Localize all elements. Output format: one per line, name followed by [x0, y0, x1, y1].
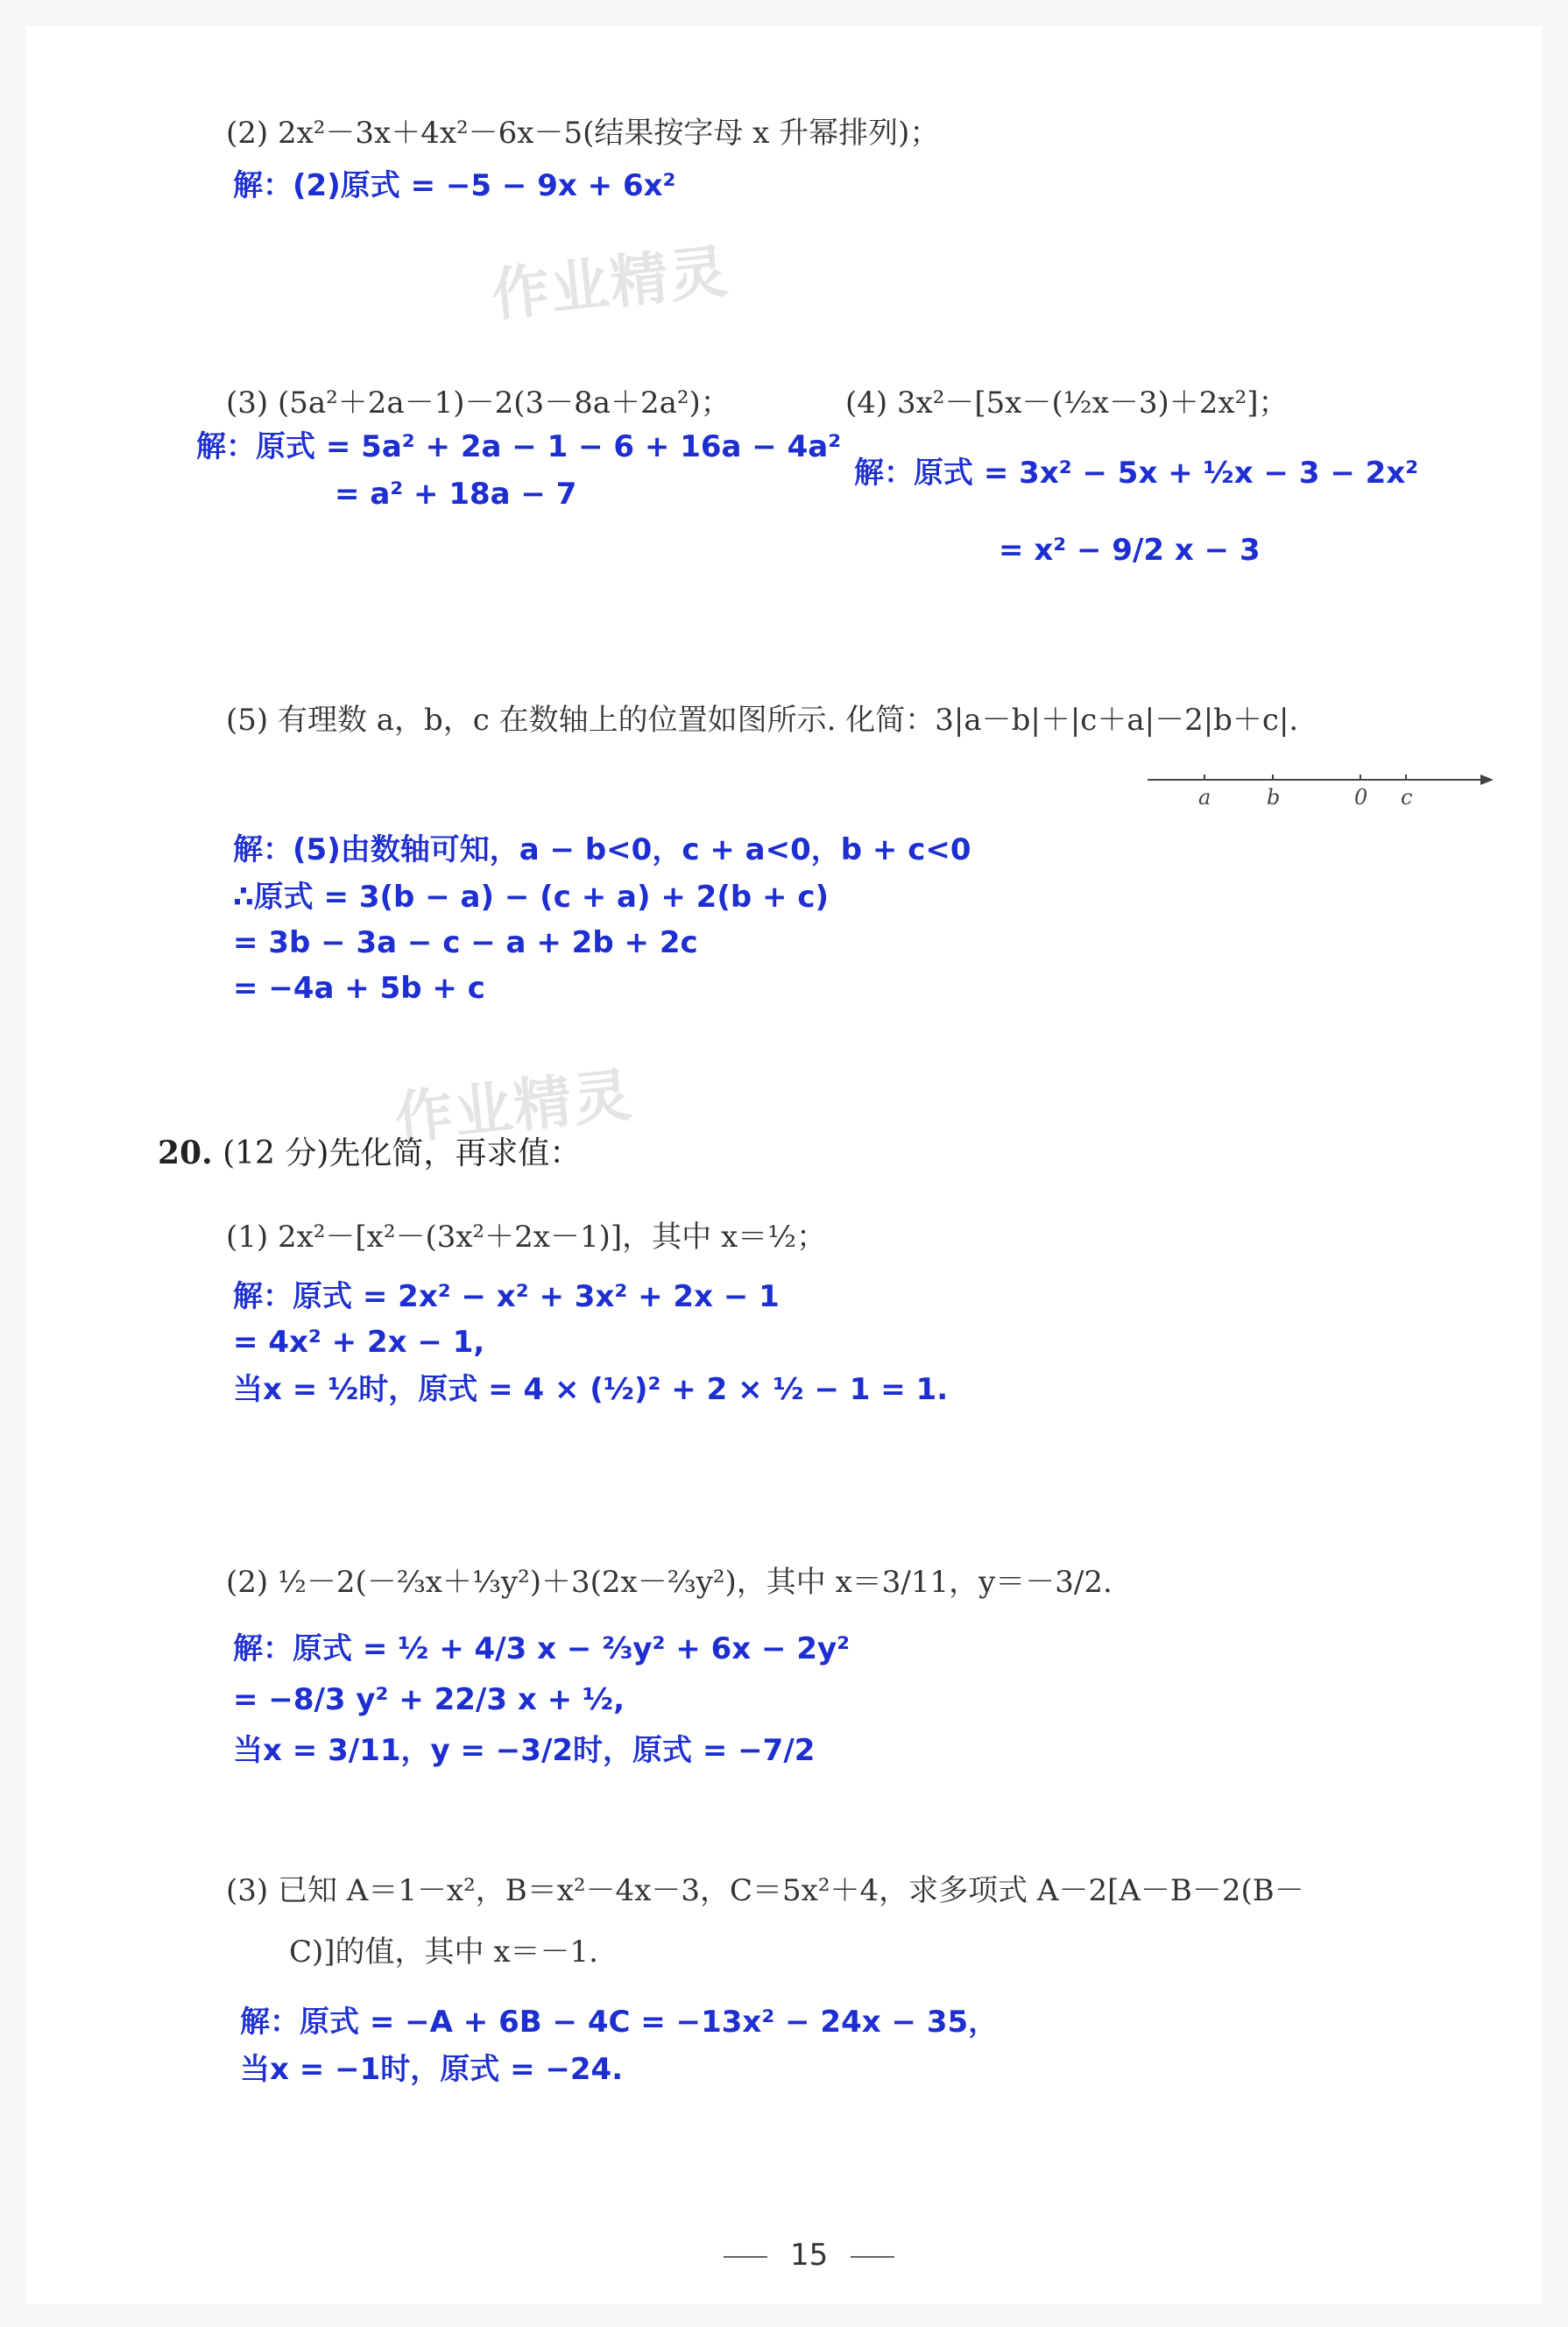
- q19-p4-question: (4) 3x²－[5x－(½x－3)＋2x²]；: [845, 385, 1289, 421]
- q20-p2-answer-line1: 解：原式 = ½ + 4/3 x − ⅔y² + 6x − 2y²: [233, 1631, 851, 1666]
- page-number: [701, 2238, 917, 2273]
- q20-p3-question-line2: C)]的值，其中 x＝－1.: [289, 1934, 598, 1970]
- q19-p4-answer-line1: 解：原式 = 3x² − 5x + ½x − 3 − 2x²: [854, 456, 1419, 491]
- page: [26, 26, 1542, 2304]
- q19-p5-answer-line1: 解：(5)由数轴可知，a − b<0，c + a<0，b + c<0: [233, 832, 971, 867]
- page-number-dash-right: [851, 2256, 894, 2258]
- q20-p3-question-line1: (3) 已知 A＝1－x²，B＝x²－4x－3，C＝5x²＋4，求多项式 A－2[A－B－2(B－: [226, 1873, 1304, 1908]
- q20-p3-answer-line1: 解：原式 = −A + 6B − 4C = −13x² − 24x − 35，: [240, 2005, 999, 2040]
- watermark: 作业精灵: [488, 237, 732, 329]
- watermark: 作业精灵: [392, 1060, 636, 1153]
- number-line-label-b: b: [1267, 785, 1281, 810]
- q19-p5-answer-line3: = 3b − 3a − c − a + 2b + 2c: [233, 925, 698, 960]
- q20-p1-question: (1) 2x²－[x²－(3x²＋2x－1)]，其中 x＝½；: [226, 1220, 827, 1255]
- q19-p5-answer-line2: ∴原式 = 3(b − a) − (c + a) + 2(b + c): [233, 880, 830, 915]
- q19-p5-question: (5) 有理数 a，b，c 在数轴上的位置如图所示. 化简：3|a－b|＋|c＋a|－2|b＋c|.: [226, 703, 1299, 738]
- q20-header: [158, 1128, 581, 1173]
- q20-p3-answer-line2: 当x = −1时，原式 = −24.: [240, 2052, 624, 2087]
- q20-p2-answer-line2: = −8/3 y² + 22/3 x + ½,: [233, 1682, 625, 1717]
- q20-p2-question: (2) ½－2(－⅔x＋⅓y²)＋3(2x－⅔y²)，其中 x＝3/11，y＝－3/2.: [226, 1565, 1112, 1600]
- q20-p2-answer-line3: 当x = 3/11，y = −3/2时，原式 = −7/2: [233, 1733, 816, 1768]
- number-line-label-0: 0: [1354, 785, 1368, 810]
- q19-p5-answer-line4: = −4a + 5b + c: [233, 971, 485, 1006]
- q20-header-text: (12 分)先化简，再求值：: [222, 1135, 582, 1171]
- q20-number: 20.: [158, 1135, 213, 1171]
- q19-p4-answer-line2: = x² − 9/2 x − 3: [999, 533, 1261, 568]
- q19-p3-question: (3) (5a²＋2a－1)－2(3－8a＋2a²)；: [226, 385, 731, 421]
- number-line: [1148, 762, 1498, 815]
- q20-p1-answer-line2: = 4x² + 2x − 1,: [233, 1325, 485, 1360]
- q20-p1-answer-line3: 当x = ½时，原式 = 4 × (½)² + 2 × ½ − 1 = 1.: [233, 1372, 949, 1407]
- page-number-text: 15: [790, 2238, 829, 2273]
- q20-p1-answer-line1: 解：原式 = 2x² − x² + 3x² + 2x − 1: [233, 1279, 780, 1314]
- q19-p2-answer: 解：(2)原式 = −5 − 9x + 6x²: [233, 168, 676, 203]
- number-line-label-a: a: [1198, 785, 1211, 810]
- q19-p3-answer-line2: = a² + 18a − 7: [335, 477, 577, 512]
- number-line-label-c: c: [1401, 785, 1413, 810]
- q19-p3-answer-line1: 解：原式 = 5a² + 2a − 1 − 6 + 16a − 4a²: [196, 429, 842, 464]
- q19-p2-question: (2) 2x²－3x＋4x²－6x－5(结果按字母 x 升幂排列)；: [226, 116, 940, 151]
- page-number-dash-left: [724, 2256, 767, 2258]
